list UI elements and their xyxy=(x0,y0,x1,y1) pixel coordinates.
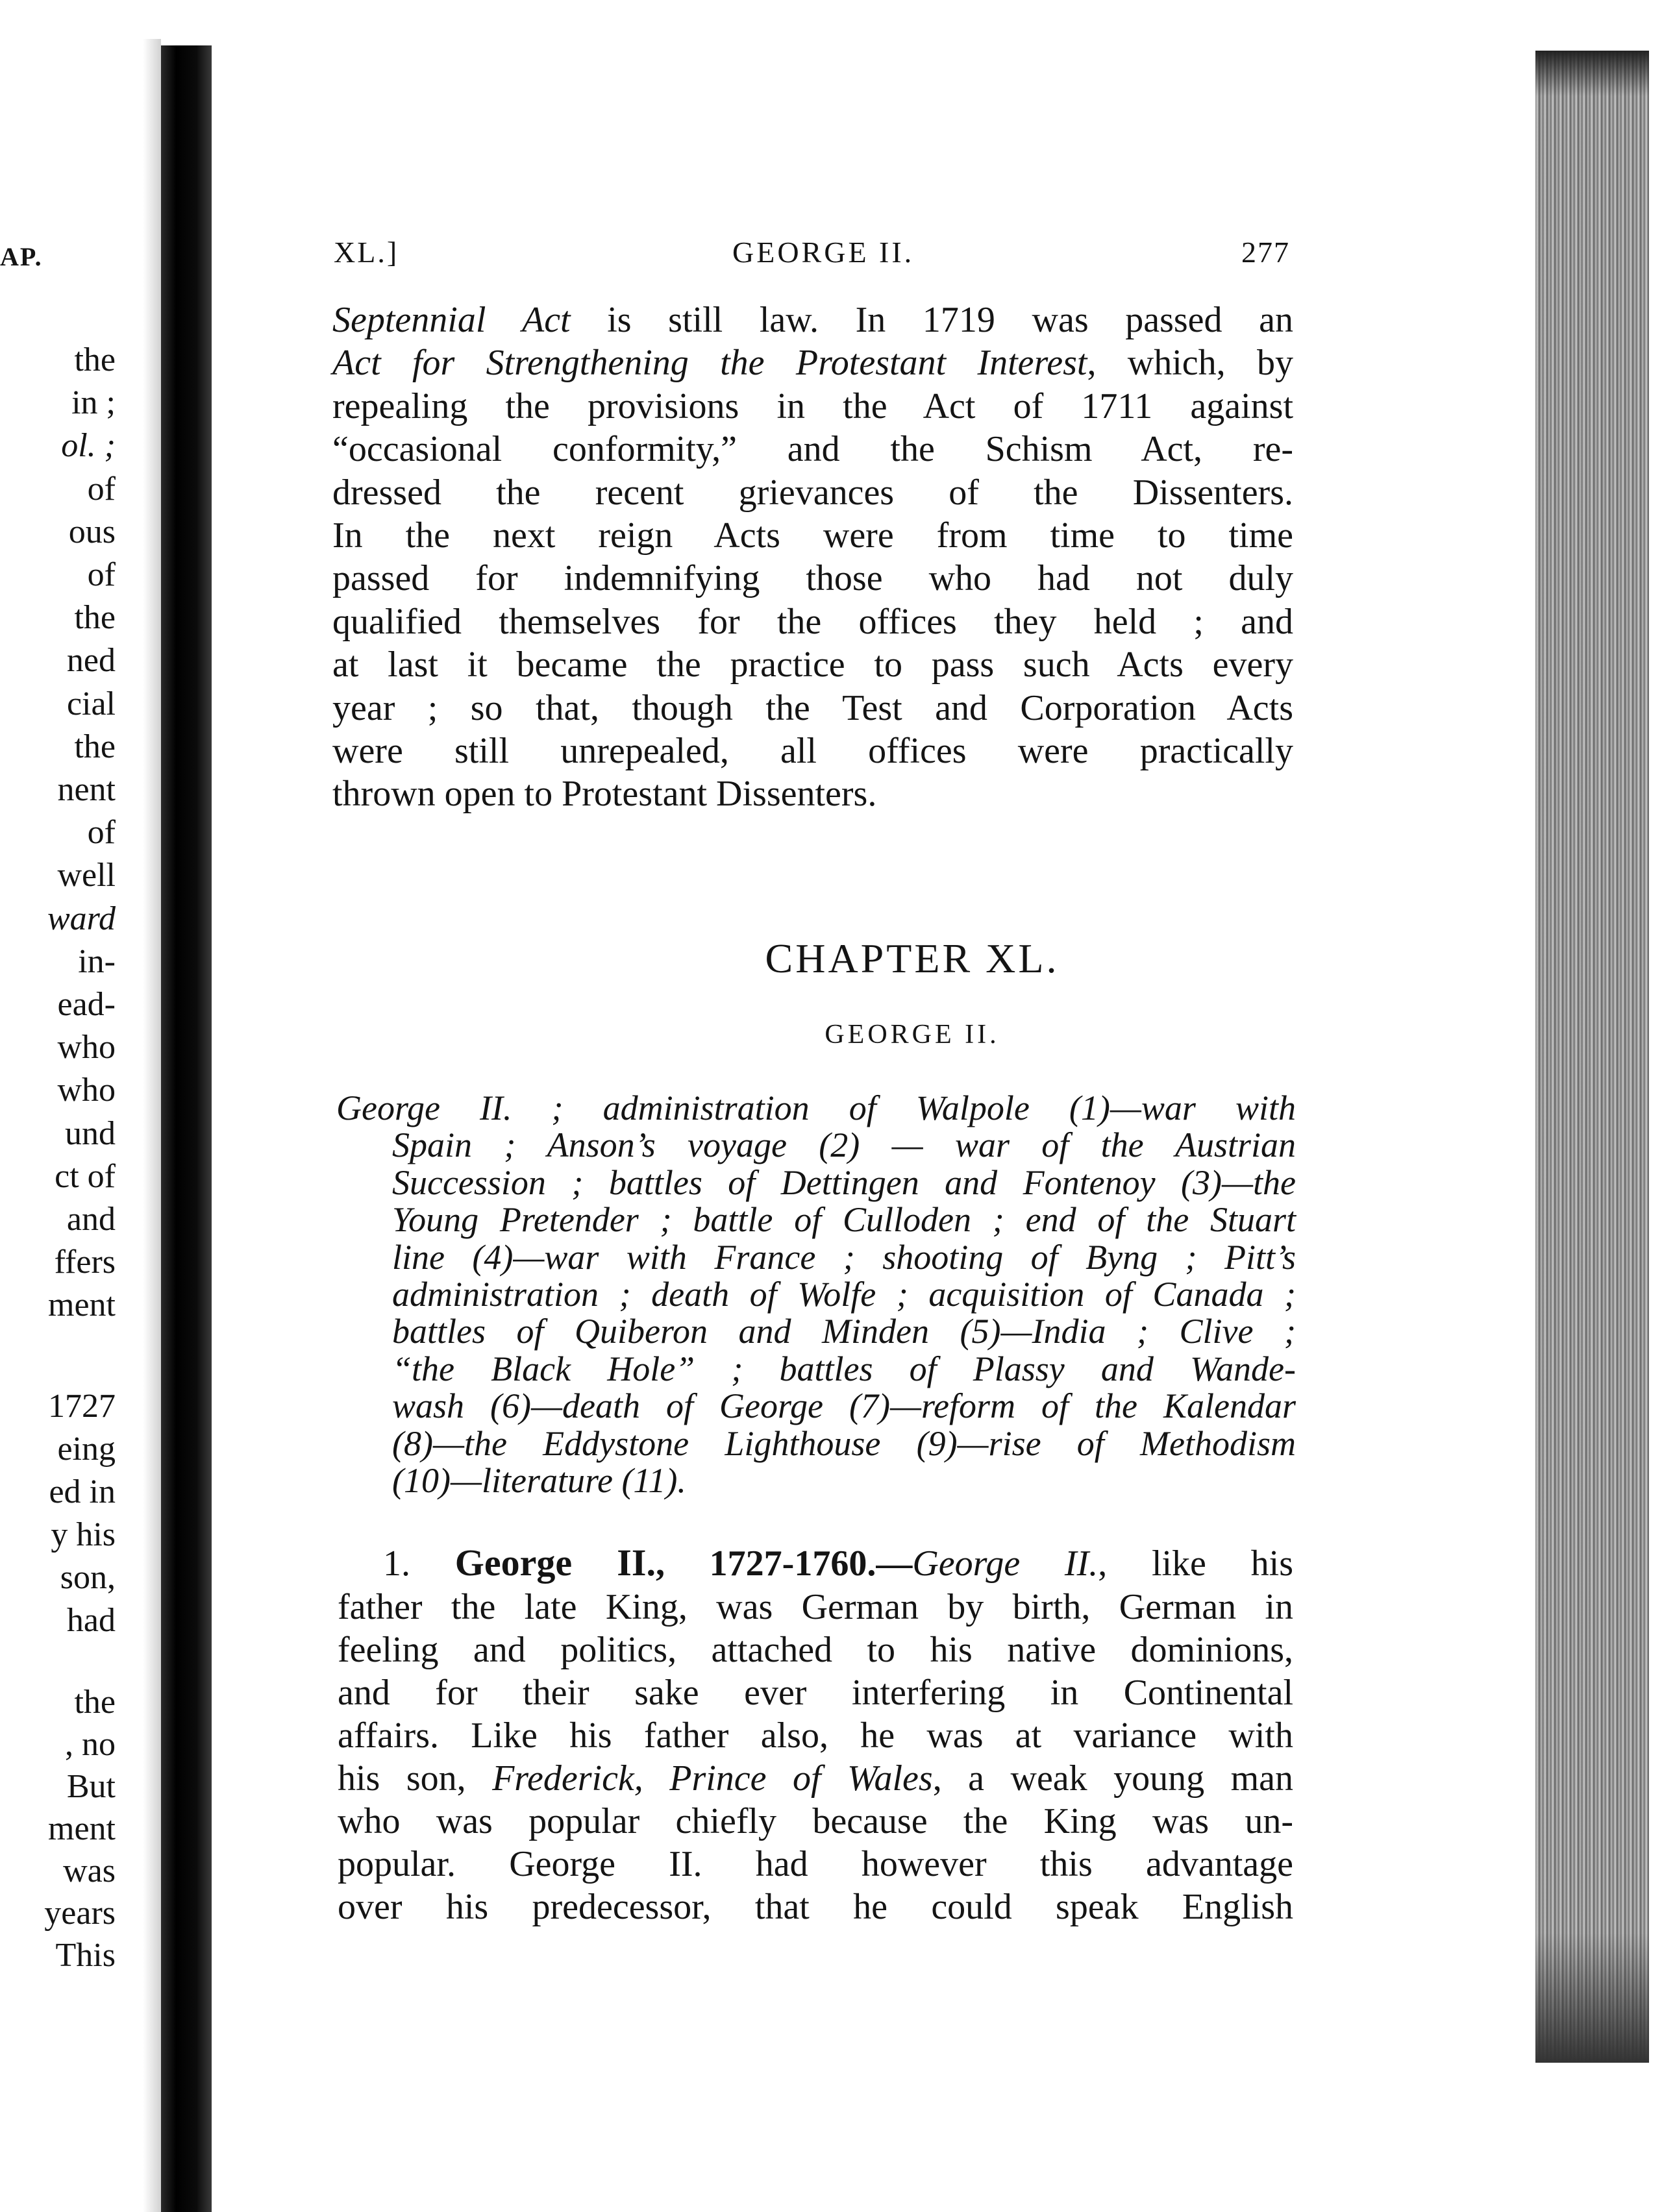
text-run: father the late King, was German by birth, German in xyxy=(338,1587,1293,1627)
left-page-fragment: of xyxy=(87,814,116,852)
left-page-fragment: ned xyxy=(66,642,116,680)
text-run: dressed the recent grievances of the Dissenters. xyxy=(332,472,1293,513)
section-text-line xyxy=(338,1629,1293,1671)
summary-line: “the Black Hole” ; battles of Plassy and Wande- xyxy=(392,1349,1296,1388)
text-run: who was popular chiefly because the King was un- xyxy=(338,1801,1293,1841)
paragraph-line xyxy=(332,643,1293,686)
section-1-first-line xyxy=(383,1542,1293,1584)
left-page-fragment: ed in xyxy=(49,1473,116,1510)
left-page-fragment: was xyxy=(63,1852,116,1889)
summary-line: (8)—the Eddystone Lighthouse (9)—rise of Methodism xyxy=(392,1423,1296,1463)
left-facing-page xyxy=(0,39,161,2212)
left-page-fragment: ward xyxy=(47,900,116,937)
left-page-fragment: ous xyxy=(68,513,116,550)
chapter-subtitle: GEORGE II. xyxy=(825,1020,1000,1050)
text-run: and for their sake ever interfering in Continental xyxy=(338,1673,1293,1713)
left-page-fragment: ct of xyxy=(55,1157,116,1195)
text-run: year ; so that, though the Test and Corporation Acts xyxy=(332,687,1293,728)
section-text-line xyxy=(338,1886,1293,1928)
summary-line: administration ; death of Wolfe ; acquisition of Canada ; xyxy=(392,1275,1296,1314)
text-run: thrown open to Protestant Dissenters. xyxy=(332,774,877,815)
left-page-fragment: well xyxy=(57,857,116,894)
summary-line: wash (6)—death of George (7)—reform of the Kalendar xyxy=(392,1386,1296,1426)
scan-top-margin xyxy=(0,0,1675,60)
left-page-fragment: in ; xyxy=(71,384,116,422)
italic-phrase: Septennial Act xyxy=(332,300,571,340)
section-lead-italic: George II. xyxy=(912,1543,1098,1584)
chapter-title: CHAPTER XL. xyxy=(765,935,1060,981)
section-text-line xyxy=(338,1586,1293,1628)
left-page-fragment: eing xyxy=(57,1431,116,1468)
text-run: at last it became the practice to pass such Acts every xyxy=(332,645,1293,685)
paragraph-line xyxy=(332,341,1293,384)
left-page-fragment: ead- xyxy=(57,986,116,1023)
left-page-fragment: in- xyxy=(78,942,116,980)
text-run: popular. George II. had however this advantage xyxy=(338,1844,1293,1884)
text-run: feeling and politics, attached to his native dominions, xyxy=(338,1630,1293,1670)
paragraph-line xyxy=(332,299,1293,341)
text-run: were still unrepealed, all offices were practically xyxy=(332,731,1293,771)
running-head-title: GEORGE II. xyxy=(732,236,915,269)
section-dates: , 1727-1760.— xyxy=(655,1543,913,1584)
text-run: affairs. Like his father also, he was at variance with xyxy=(338,1715,1293,1756)
paragraph-line xyxy=(332,428,1293,471)
text-run: passed for indemnifying those who had not duly xyxy=(332,558,1293,599)
paragraph-line xyxy=(332,772,1293,815)
left-page-fragment: who xyxy=(57,1072,116,1109)
section-text-line xyxy=(338,1843,1293,1885)
left-page-fragment: ol. ; xyxy=(61,427,116,465)
left-page-fragment: , no xyxy=(65,1726,116,1763)
section-lead-rest: , like his xyxy=(1098,1543,1293,1584)
text-run: over his predecessor, that he could speak English xyxy=(338,1887,1293,1927)
paragraph-line xyxy=(332,471,1293,514)
section-text-line xyxy=(338,1758,1293,1799)
left-page-fragment: son, xyxy=(60,1559,116,1596)
section-heading: George II. xyxy=(454,1542,656,1584)
left-page-running-head: AP. xyxy=(0,242,43,271)
paragraph-line xyxy=(332,557,1293,600)
summary-line: Succession ; battles of Dettingen and Fontenoy (3)—the xyxy=(392,1162,1296,1202)
text-run: his son, xyxy=(338,1758,493,1799)
paragraph-line xyxy=(332,385,1293,428)
left-page-fragment: cial xyxy=(66,685,116,722)
section-number: 1. xyxy=(383,1543,410,1584)
paragraph-line xyxy=(332,687,1293,730)
left-page-fragment: the xyxy=(74,1684,116,1721)
summary-line: George II. ; administration of Walpole (1)—war with xyxy=(336,1088,1296,1127)
summary-line: Spain ; Anson’s voyage (2) — war of the Austrian xyxy=(392,1125,1296,1165)
section-text-line xyxy=(338,1800,1293,1842)
text-run: repealing the provisions in the Act of 1711 against xyxy=(332,386,1293,426)
text-run: qualified themselves for the offices they held ; and xyxy=(332,601,1293,642)
left-page-fragment: y his xyxy=(51,1516,116,1553)
left-page-shadow xyxy=(143,39,161,2212)
text-run: is still law. In 1719 was passed an xyxy=(570,300,1293,340)
left-page-fragment: who xyxy=(57,1029,116,1066)
text-run: , a weak young man xyxy=(932,1758,1293,1799)
summary-line: line (4)—war with France ; shooting of Byng ; Pitt’s xyxy=(392,1237,1296,1277)
page-number: 277 xyxy=(1241,236,1290,269)
text-run: , which, by xyxy=(1087,343,1294,384)
left-page-fragment: of xyxy=(87,556,116,593)
section-text-line xyxy=(338,1672,1293,1714)
left-page-fragment: the xyxy=(74,728,116,765)
running-head-chapter: XL.] xyxy=(334,236,399,269)
summary-line: (10)—literature (11). xyxy=(392,1461,686,1500)
summary-line: Young Pretender ; battle of Culloden ; end of the Stuart xyxy=(392,1200,1296,1240)
section-text-line xyxy=(338,1715,1293,1756)
italic-phrase: Frederick, Prince of Wales xyxy=(492,1758,933,1799)
left-page-fragment: and xyxy=(66,1201,116,1238)
paragraph-line xyxy=(332,730,1293,772)
summary-line: battles of Quiberon and Minden (5)—India ; Clive ; xyxy=(392,1312,1296,1351)
left-page-fragment: the xyxy=(74,599,116,637)
book-gutter xyxy=(161,45,212,2212)
text-run: “occasional conformity,” and the Schism Act, re- xyxy=(332,429,1293,470)
left-page-fragment: of xyxy=(87,470,116,508)
left-page-fragment: years xyxy=(44,1895,116,1932)
left-page-fragment: nent xyxy=(57,771,116,808)
scan-right-margin xyxy=(1649,51,1675,2212)
left-page-fragment: ffers xyxy=(54,1244,116,1281)
text-run: In the next reign Acts were from time to time xyxy=(332,515,1293,556)
page-edges xyxy=(1535,51,1658,2063)
left-page-fragment: ment xyxy=(48,1810,116,1847)
paragraph-line xyxy=(332,600,1293,643)
left-page-fragment: This xyxy=(55,1937,116,1974)
left-page-fragment: ment xyxy=(48,1286,116,1324)
italic-phrase: Act for Strengthening the Protestant Interest xyxy=(332,343,1087,384)
left-page-fragment: But xyxy=(66,1768,116,1805)
left-page-fragment: the xyxy=(74,341,116,378)
left-page-fragment: und xyxy=(65,1114,116,1152)
paragraph-line xyxy=(332,514,1293,557)
left-page-fragment: 1727 xyxy=(48,1388,116,1425)
left-page-fragment: had xyxy=(66,1602,116,1639)
